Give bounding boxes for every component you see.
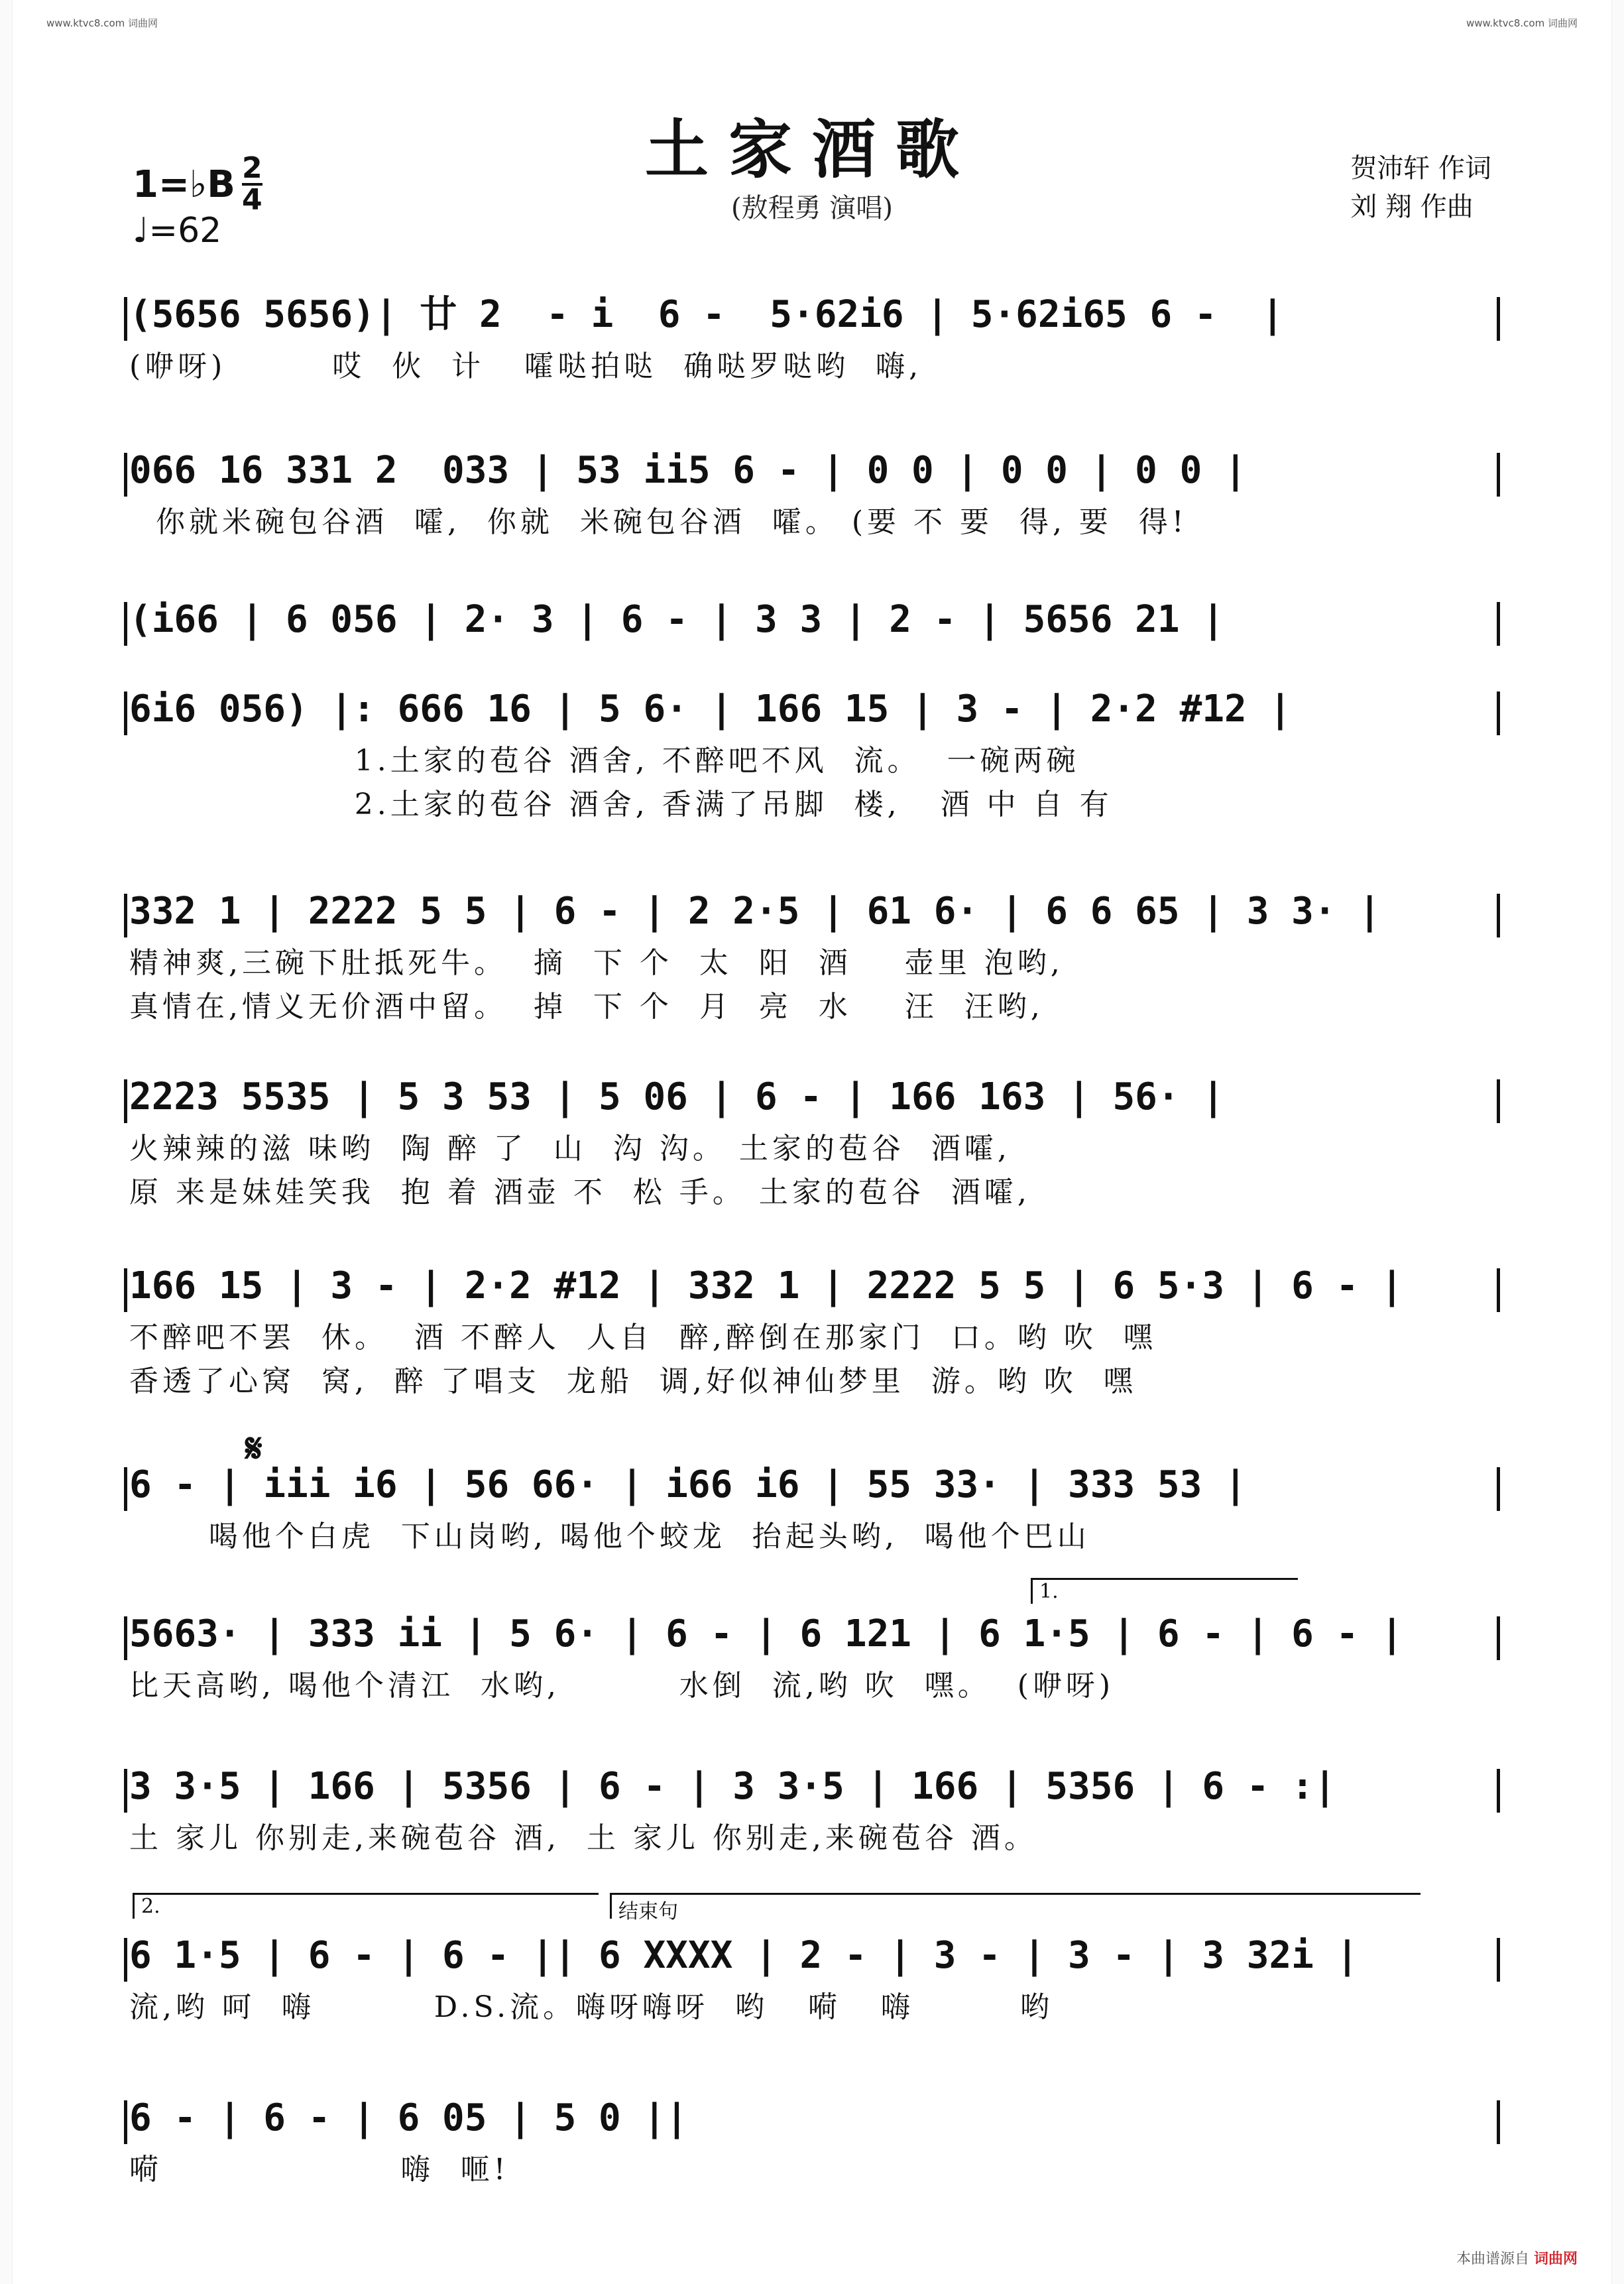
score-system [129,1604,1495,1708]
score-system [129,441,1495,544]
score-system [129,590,1495,693]
time-signature [241,151,262,217]
score-system [129,2088,1495,2192]
lyric-line: 土 家儿 你别走,来碗苞谷 酒, 土 家儿 你别走,来碗苞谷 酒。 [129,1821,1037,1855]
song-title: 土家酒歌 [645,112,979,187]
coda-bracket: 结束句 [610,1893,1421,1919]
volta-1: 1. [1031,1578,1298,1604]
segno-sign: 𝄋 [245,1425,262,1472]
notation-line: 332 1 | 2222 5 5 | 6 - | 2 2·5 | 61 6· | 6 6 65 | 3 3· | [129,882,1495,941]
notation-line: (i66 | 6 056 | 2· 3 | 6 - | 3 3 | 2 - | 5656 21 | [129,590,1495,650]
lyric-line: 真情在,情义无价酒中留。 掉 下 个 月 亮 水 汪 汪哟, [129,990,1044,1024]
notation-line: (5656 5656)| 廿 2 - i 6 - 5·62i6 | 5·62i65 6 - | [129,285,1495,345]
lyric-line: 1.土家的苞谷 酒舍, 不醉吧不风 流。 一碗两碗 [129,744,1080,778]
score-system [129,1256,1495,1404]
notation-line: 066 16 331 2 033 | 53 ii5 6 - | 0 0 | 0 0 | 0 0 | [129,441,1495,501]
key-signature [133,151,262,217]
credits [1350,149,1491,226]
footer-prefix: 本曲谱源自 [1456,2251,1529,2267]
footer-brand: 词曲网 [1533,2251,1578,2267]
lyric-line: 精神爽,三碗下肚抵死牛。 摘 下 个 太 阳 酒 壶里 泡哟, [129,946,1064,980]
notation-line: 6 - | iii i6 | 56 66· | i66 i6 | 55 33· | 333 53 | [129,1455,1495,1515]
score-system [129,1926,1495,2029]
lyric-line: 不醉吧不罢 休。 酒 不醉人 人自 醉,醉倒在那家门 口。哟 吹 嘿 [129,1321,1157,1354]
lyric-line: 嗬 嗨 咂! [129,2153,510,2187]
notation-line: 2223 5535 | 5 3 53 | 5 06 | 6 - | 166 163 | 56· | [129,1067,1495,1127]
footer-source [1456,2248,1578,2268]
lyric-line: 火辣辣的滋 味哟 陶 醉 了 山 沟 沟。 土家的苞谷 酒嚯, [129,1132,1011,1166]
key-label: 1=♭B [133,162,235,206]
notation-line: 5663· | 333 ii | 5 6· | 6 - | 6 121 | 6 1·5 | 6 - | 6 - | [129,1604,1495,1664]
notation-line: 6 - | 6 - | 6 05 | 5 0 || [129,2088,1495,2148]
notation-line: 6 1·5 | 6 - | 6 - || 6 XXXX | 2 - | 3 - | 3 - | 3 32i | [129,1926,1495,1986]
notation-line: 3 3·5 | 166 | 5356 | 6 - | 3 3·5 | 166 | 5356 | 6 - :| [129,1757,1495,1817]
volta-2: 2. [133,1893,599,1919]
composer-credit: 刘 翔 作曲 [1350,192,1474,222]
score-system [129,285,1495,389]
lyric-line: 2.土家的苞谷 酒舍, 香满了吊脚 楼, 酒 中 自 有 [129,788,1113,821]
notation-line: 166 15 | 3 - | 2·2 #12 | 332 1 | 2222 5 5 | 6 5·3 | 6 - | [129,1256,1495,1316]
right-margin-strip [1611,0,1624,2284]
lyric-line: 流,哟 呵 嗨 D.S.流。嗨呀嗨呀 哟 嗬 嗨 哟 [129,1990,1053,2024]
score-system [129,1757,1495,1860]
notation-line: 6i6 056) |: 666 16 | 5 6· | 166 15 | 3 - | 2·2 #12 | [129,680,1495,739]
lyric-line: 你就米碗包谷酒 嚯, 你就 米碗包谷酒 嚯。 (要 不 要 得, 要 得! [129,505,1188,539]
score-system [129,882,1495,1029]
site-watermark-right: www.ktvc8.com 词曲网 [1466,17,1578,29]
lyricist-credit: 贺沛轩 作词 [1350,153,1491,184]
score-system [129,680,1495,827]
time-bottom: 4 [241,183,262,217]
song-subtitle: (敖程勇 演唱) [731,193,893,223]
time-top: 2 [241,151,262,185]
lyric-line: 喝他个白虎 下山岗哟, 喝他个蛟龙 抬起头哟, 喝他个巴山 [129,1520,1090,1553]
lyric-line: 比天高哟, 喝他个清江 水哟, 水倒 流,哟 吹 嘿。 (咿呀) [129,1669,1115,1703]
site-watermark-left: www.ktvc8.com 词曲网 [46,17,158,29]
left-margin-strip [0,0,13,2284]
lyric-line: 香透了心窝 窝, 醉 了唱支 龙船 调,好似神仙梦里 游。哟 吹 嘿 [129,1364,1137,1398]
lyric-line: 原 来是妹娃笑我 抱 着 酒壶 不 松 手。 土家的苞谷 酒嚯, [129,1175,1031,1209]
lyric-line: (咿呀) 哎 伙 计 嚯哒拍哒 确哒罗哒哟 嗨, [129,349,923,383]
score-system [129,1455,1495,1559]
score-system [129,1067,1495,1215]
tempo-mark: ♩=62 [133,211,222,251]
